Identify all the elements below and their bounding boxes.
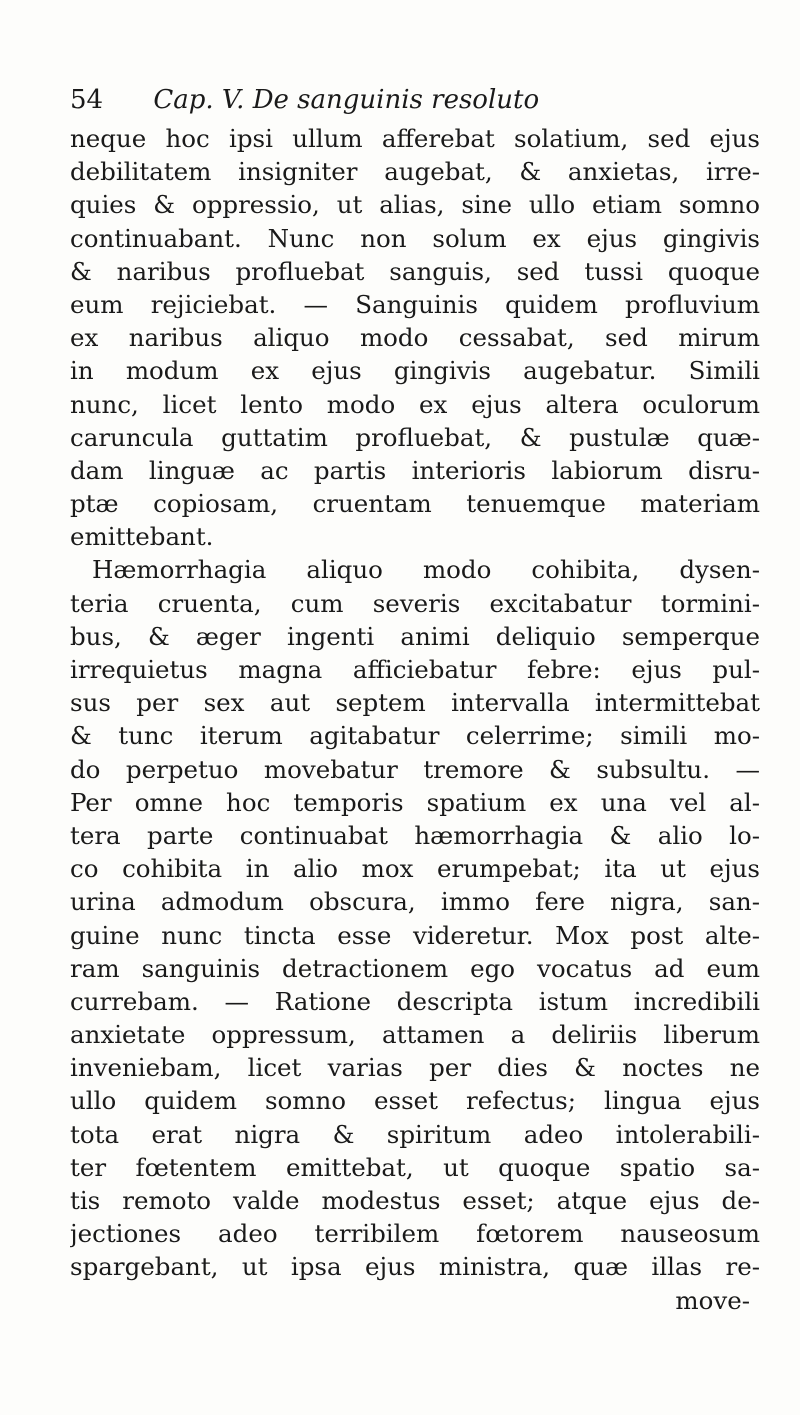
text-line: quies & oppressio, ut alias, sine ullo etiam somno [70,190,760,220]
text-line: nunc, licet lento modo ex ejus altera oculorum [70,389,760,419]
text-line: debilitatem insigniter augebat, & anxietas, irre- [70,157,760,187]
text-line: jectiones adeo terribilem fœtorem nauseosum [70,1219,760,1249]
running-head: Cap. V. De sanguinis resoluto [153,85,540,115]
text-line: urina admodum obscura, immo fere nigra, san- [70,887,760,917]
text-line: anxietate oppressum, attamen a deliriis liberum [70,1020,760,1050]
text-line: emittebant. [70,522,214,552]
text-line: sus per sex aut septem intervalla intermittebat [70,688,760,718]
text-line: Hæmorrhagia aliquo modo cohibita, dysen- [92,555,760,585]
catchword: move- [675,1285,750,1315]
text-line: caruncula guttatim profluebat, & pustulæ quæ- [70,422,760,452]
text-line: co cohibita in alio mox erumpebat; ita ut ejus [70,854,760,884]
text-line: ullo quidem somno esset refectus; lingua ejus [70,1086,760,1116]
text-line: ram sanguinis detractionem ego vocatus ad eum [70,953,760,983]
body-text [70,122,760,1317]
text-line: Per omne hoc temporis spatium ex una vel al- [70,787,760,817]
text-line: eum rejiciebat. — Sanguinis quidem profluvium [70,289,760,319]
text-line: dam linguæ ac partis interioris labiorum disru- [70,455,760,485]
text-line: irrequietus magna afficiebatur febre: ejus pul- [70,655,760,684]
text-line: bus, & æger ingenti animi deliquio semperque [70,621,760,651]
text-line: continuabant. Nunc non solum ex ejus gingivis [70,223,760,253]
text-line: ptæ copiosam, cruentam tenuemque materiam [70,489,760,519]
text-line: guine nunc tincta esse videretur. Mox post alte- [70,920,760,950]
page-number: 54 [70,85,104,115]
text-line: currebam. — Ratione descripta istum incredibili [70,986,760,1016]
text-line: ex naribus aliquo modo cessabat, sed mirum [70,323,760,353]
text-line: tota erat nigra & spiritum adeo intolerabili- [70,1119,760,1149]
text-line: tera parte continuabat hæmorrhagia & alio lo- [70,820,760,850]
text-line: teria cruenta, cum severis excitabatur tormini- [70,588,760,618]
text-line: & tunc iterum agitabatur celerrime; simili mo- [70,721,760,751]
text-line: neque hoc ipsi ullum afferebat solatium, sed ejus [70,124,760,153]
text-line: inveniebam, licet varias per dies & noctes ne [70,1053,760,1083]
text-line: in modum ex ejus gingivis augebatur. Simili [70,356,760,386]
text-line: & naribus profluebat sanguis, sed tussi quoque [70,256,760,286]
text-line: ter fœtentem emittebat, ut quoque spatio sa- [70,1152,760,1182]
text-line: do perpetuo movebatur tremore & subsultu. — [70,754,760,784]
text-line: tis remoto valde modestus esset; atque ejus de- [70,1186,760,1215]
text-line: spargebant, ut ipsa ejus ministra, quæ illas re- [70,1252,760,1282]
page-header [70,80,750,120]
